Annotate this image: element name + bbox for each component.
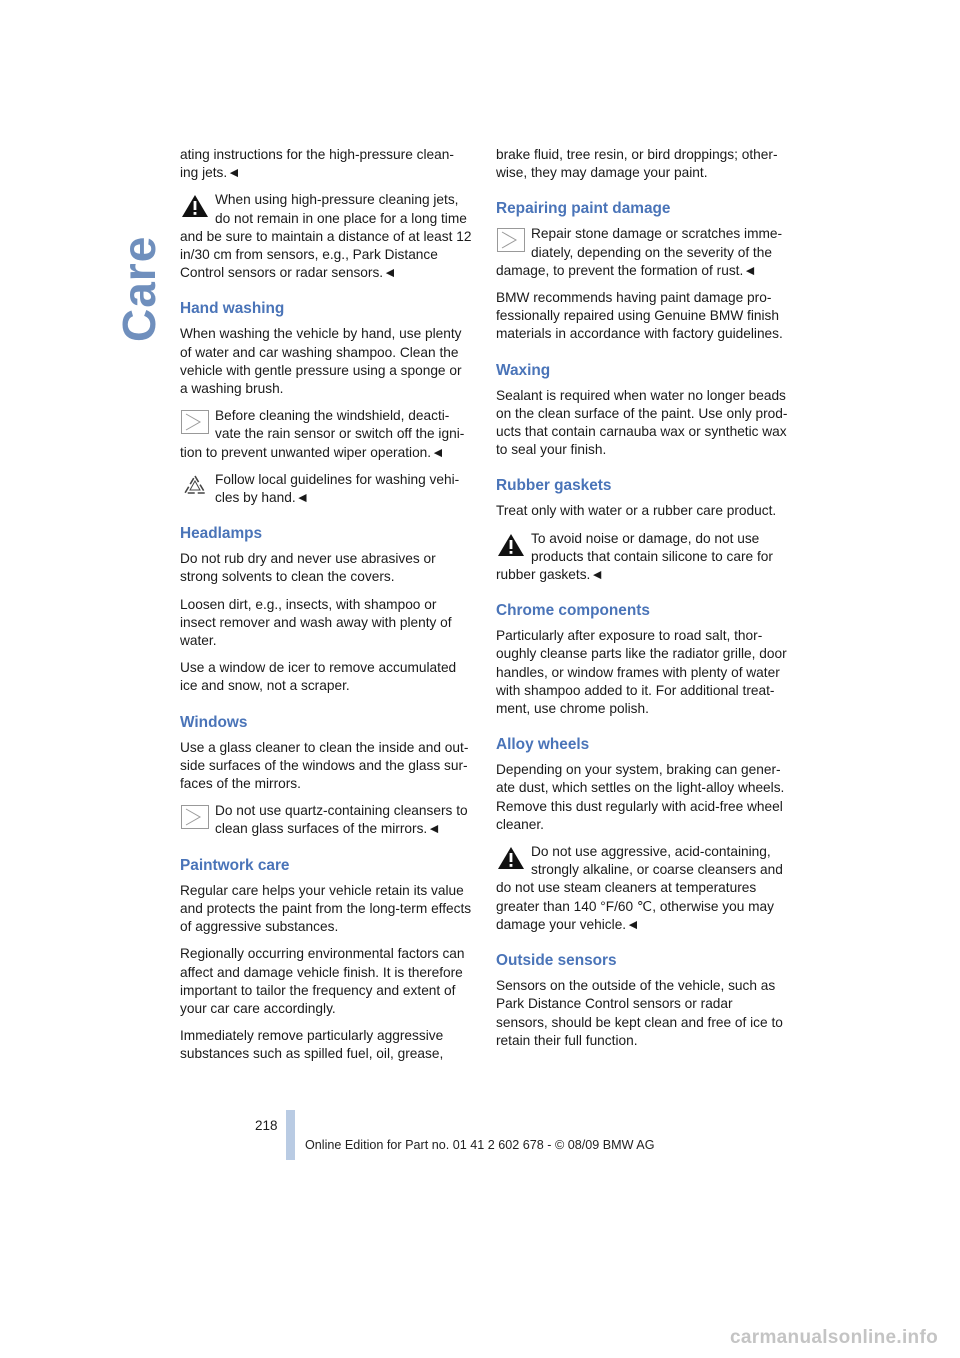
- note-text: Repair stone damage or scratches imme-diately, depending on the severity of the damage, to prevent the formation of rust.◄: [496, 226, 783, 278]
- paragraph: Sensors on the outside of the vehicle, such as Park Distance Control sensors or radar sensors, should be kept clean and free of ice to retain their full function.: [496, 978, 783, 1048]
- paragraph: ating instructions for the high-pressure clean-ing jets.◄: [180, 147, 454, 181]
- note-arrow-icon: [497, 228, 525, 252]
- note-arrow-icon: [181, 410, 209, 434]
- warning-triangle-icon: [181, 194, 209, 218]
- paragraph: Regular care helps your vehicle retain its value and protects the paint from the long-term effects of aggressive substances.: [180, 882, 472, 935]
- left-column: [180, 146, 472, 1073]
- section-heading: Hand washing: [180, 300, 285, 318]
- paragraph: Particularly after exposure to road salt, thor-oughly cleanse parts like the radiator grille, door handles, or window frames with plenty of water with shampoo added to it. For additional treat-ment, use chrome polish.: [496, 628, 787, 717]
- paragraph: Regionally occurring environmental factors can affect and damage vehicle finish. It is therefore important to tailor the frequency and extent of your car care accordingly.: [180, 946, 465, 1016]
- paragraph: brake fluid, tree resin, or bird droppings; other-wise, they may damage your paint.: [496, 147, 778, 181]
- watermark: carmanualsonline.info: [730, 1327, 938, 1348]
- note-text: When using high-pressure cleaning jets, do not remain in one place for a long time and be sure to maintain a distance of at least 12 in/30 cm from sensors, e.g., Park Distance Control sensors or radar sensors.◄: [180, 192, 472, 281]
- warning-triangle-icon: [497, 533, 525, 557]
- section-heading: Alloy wheels: [496, 736, 590, 754]
- warning-note: [496, 843, 788, 934]
- section-heading: Chrome components: [496, 602, 650, 620]
- warning-note: [496, 530, 788, 585]
- footer-accent-bar: [286, 1110, 295, 1160]
- section-heading: Windows: [180, 713, 248, 731]
- note-text: Follow local guidelines for washing vehi-cles by hand.◄: [215, 471, 460, 506]
- right-column: [496, 146, 788, 1059]
- note-text: Do not use aggressive, acid-containing, strongly alkaline, or coarse cleansers and do not use steam cleaners at temperatures greater than 140 °F/60 ℃, otherwise you may damage your vehicle.◄: [496, 844, 783, 932]
- environment-note: [180, 471, 472, 507]
- paragraph: BMW recommends having paint damage pro-fessionally repaired using Genuine BMW finish materials in accordance with factory guidelines.: [496, 290, 783, 342]
- info-note: [496, 225, 788, 280]
- edition-footer: Online Edition for Part no. 01 41 2 602 678 - © 08/09 BMW AG: [305, 1138, 655, 1152]
- note-text: To avoid noise or damage, do not use products that contain silicone to care for rubber gaskets.◄: [496, 530, 773, 583]
- paragraph: Use a glass cleaner to clean the inside and out-side surfaces of the windows and the glass sur-faces of the mirrors.: [180, 739, 469, 792]
- note-text: Do not use quartz-containing cleansers to clean glass surfaces of the mirrors.◄: [215, 803, 468, 837]
- info-note: [180, 802, 472, 838]
- paragraph: Do not rub dry and never use abrasives or strong solvents to clean the covers.: [180, 551, 436, 585]
- note-arrow-icon: [181, 805, 209, 829]
- note-text: Before cleaning the windshield, deacti-vate the rain sensor or switch off the igni-tion to prevent unwanted wiper operation.◄: [180, 408, 465, 460]
- side-title-text: Care: [113, 235, 165, 342]
- section-heading: Waxing: [496, 361, 551, 379]
- section-heading: Rubber gaskets: [496, 477, 612, 495]
- paragraph: Immediately remove particularly aggressive substances such as spilled fuel, oil, grease,: [180, 1028, 444, 1062]
- warning-triangle-icon: [497, 846, 525, 870]
- paragraph: Loosen dirt, e.g., insects, with shampoo or insect remover and wash away with plenty of water.: [180, 596, 452, 649]
- section-side-title: [110, 230, 170, 340]
- recycle-icon: [181, 474, 209, 498]
- warning-note: [180, 191, 472, 282]
- section-heading: Repairing paint damage: [496, 200, 671, 218]
- info-note: [180, 407, 472, 462]
- paragraph: Treat only with water or a rubber care product.: [496, 503, 777, 519]
- section-heading: Headlamps: [180, 525, 263, 543]
- paragraph: Use a window de icer to remove accumulated ice and snow, not a scraper.: [180, 660, 457, 694]
- paragraph: Depending on your system, braking can gener-ate dust, which settles on the light-alloy wheels. Remove this dust regularly with acid-free wheel cleaner.: [496, 762, 785, 832]
- page-number: 218: [255, 1118, 278, 1133]
- section-heading: Paintwork care: [180, 856, 290, 874]
- paragraph: Sealant is required when water no longer beads on the clean surface of the paint. Use only prod-ucts that contain carnauba wax or synthetic wax to seal your finish.: [496, 387, 788, 458]
- section-heading: Outside sensors: [496, 952, 617, 970]
- paragraph: When washing the vehicle by hand, use plenty of water and car washing shampoo. Clean the vehicle with gentle pressure using a sponge or a washing brush.: [180, 326, 462, 397]
